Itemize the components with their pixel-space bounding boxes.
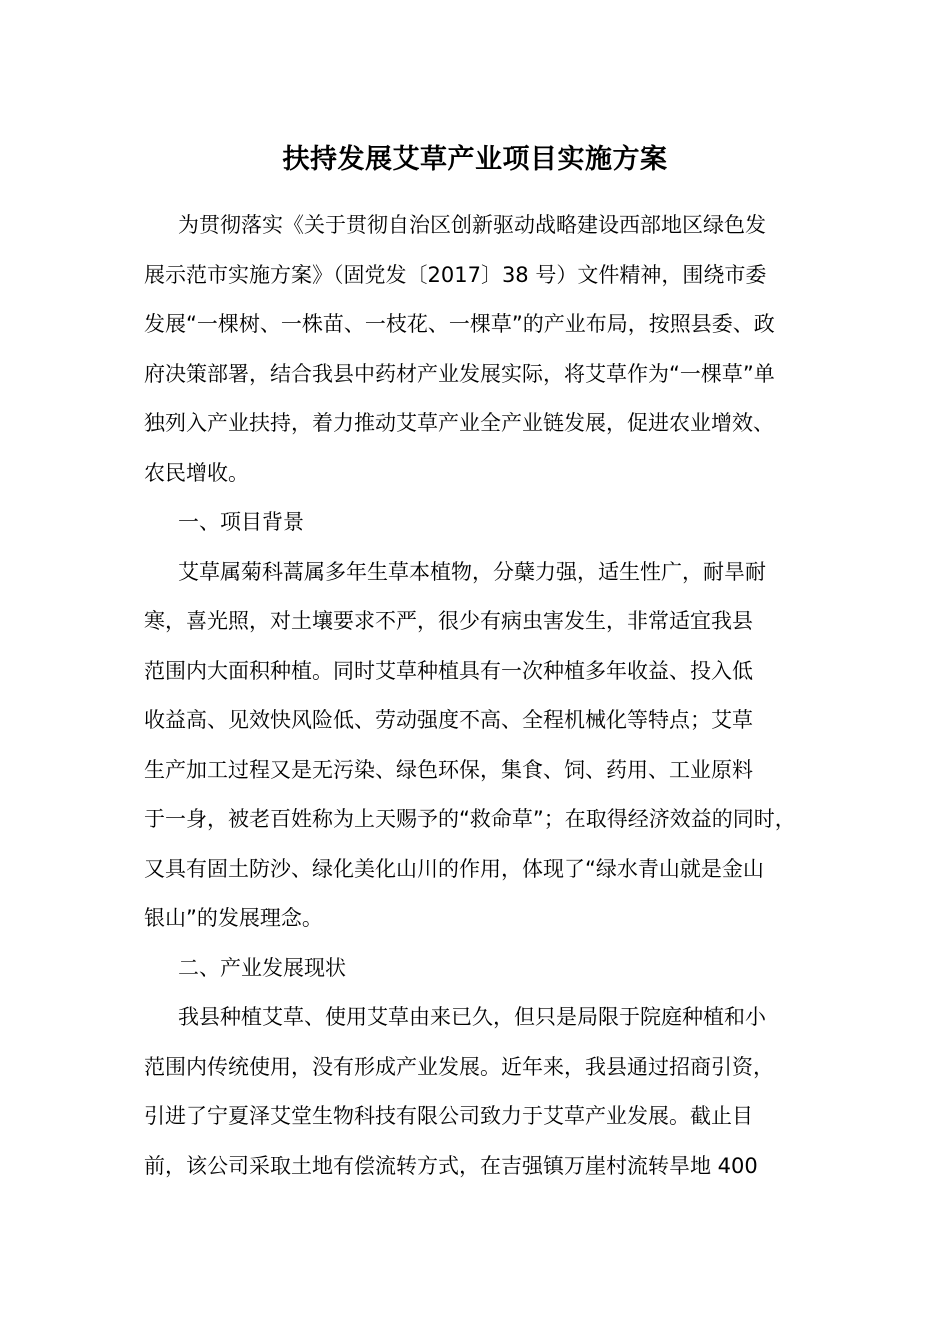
paragraph-line: 收益高、见效快风险低、劳动强度不高、全程机械化等特点；艾草 xyxy=(144,708,753,732)
paragraph-line: 前，该公司采取土地有偿流转方式，在吉强镇万崖村流转旱地 400 xyxy=(144,1153,758,1178)
paragraph-line: 于一身，被老百姓称为上天赐予的“救命草”；在取得经济效益的同时， xyxy=(144,807,796,831)
section-heading: 一、项目背景 xyxy=(178,510,304,534)
paragraph-line: 又具有固土防沙、绿化美化山川的作用，体现了“绿水青山就是金山 xyxy=(144,856,764,881)
paragraph-line: 艾草属菊科蒿属多年生草本植物，分蘖力强，适生性广，耐旱耐 xyxy=(178,559,766,584)
paragraph-line: 展示范市实施方案》（固党发〔2017〕38 号）文件精神，围绕市委 xyxy=(144,262,767,287)
paragraph-line: 为贯彻落实《关于贯彻自治区创新驱动战略建设西部地区绿色发 xyxy=(178,213,766,237)
paragraph-line: 农民增收。 xyxy=(144,460,249,485)
document-body xyxy=(144,201,820,1191)
paragraph-line: 银山”的发展理念。 xyxy=(144,906,323,930)
document-title: 扶持发展艾草产业项目实施方案 xyxy=(282,144,668,175)
paragraph-line: 我县种植艾草、使用艾草由来已久，但只是局限于院庭种植和小 xyxy=(178,1005,766,1029)
paragraph-line: 范围内大面积种植。同时艾草种植具有一次种植多年收益、投入低 xyxy=(144,658,753,683)
section-heading: 二、产业发展现状 xyxy=(178,955,346,980)
paragraph-line: 寒，喜光照，对土壤要求不严，很少有病虫害发生，非常适宜我县 xyxy=(144,609,753,633)
paragraph-line: 府决策部署，结合我县中药材产业发展实际，将艾草作为“一棵草”单 xyxy=(144,361,775,386)
paragraph-line: 发展“一棵树、一株苗、一枝花、一棵草”的产业布局，按照县委、政 xyxy=(144,312,775,336)
paragraph-line: 引进了宁夏泽艾堂生物科技有限公司致力于艾草产业发展。截止目 xyxy=(144,1104,753,1128)
paragraph-line: 独列入产业扶持，着力推动艾草产业全产业链发展，促进农业增效、 xyxy=(144,411,774,435)
paragraph-line: 范围内传统使用，没有形成产业发展。近年来，我县通过招商引资， xyxy=(144,1054,774,1079)
paragraph-line: 生产加工过程又是无污染、绿色环保，集食、饲、药用、工业原料 xyxy=(144,757,753,782)
